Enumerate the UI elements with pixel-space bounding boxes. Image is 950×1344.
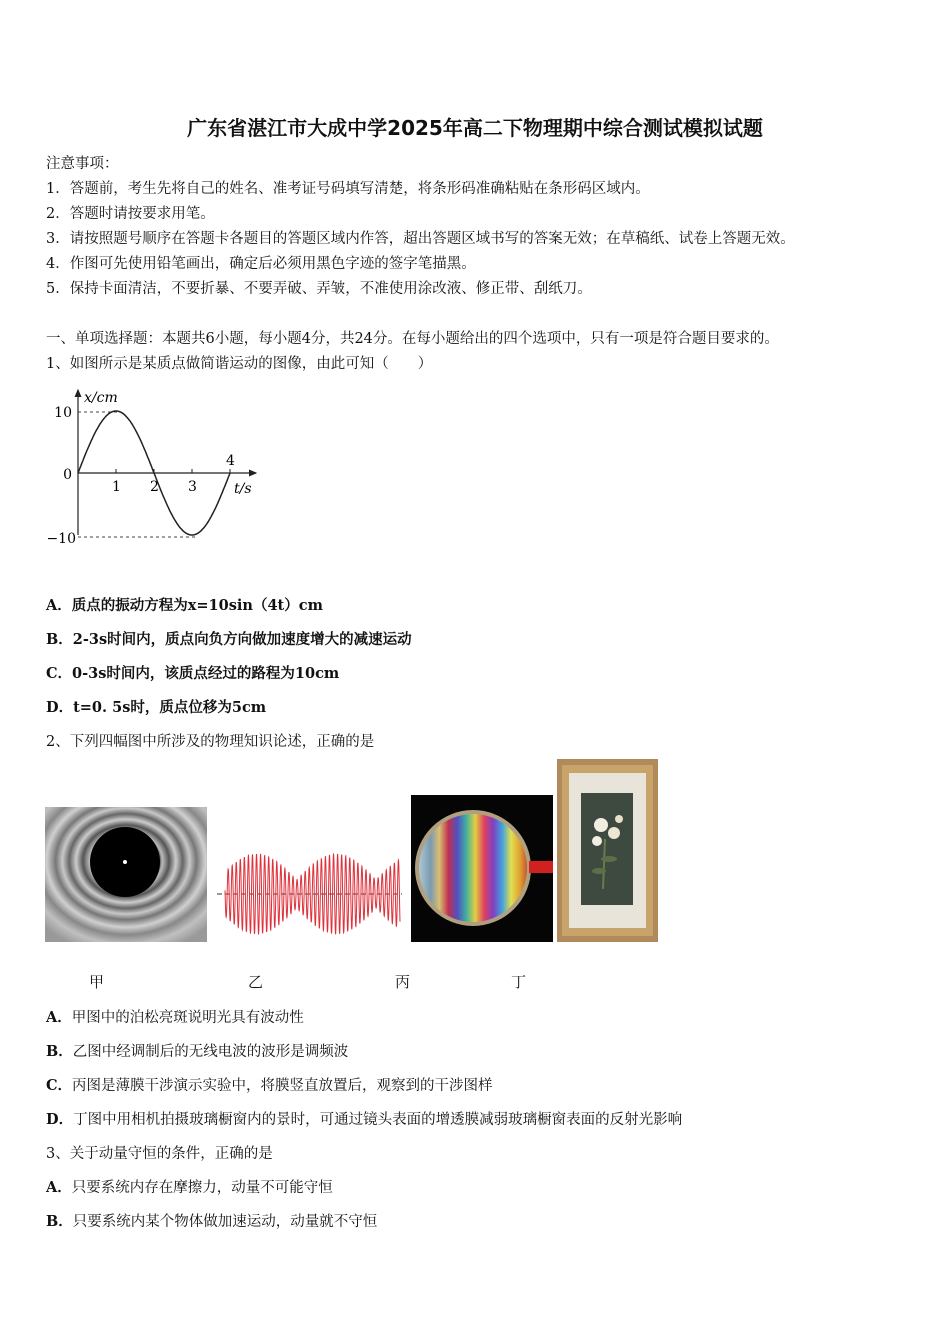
notice-item-2: 2．答题时请按要求用笔。 bbox=[46, 206, 215, 222]
notice-item-5: 5．保持卡面清洁，不要折暴、不要弄破、弄皱，不准使用涂改液、修正带、刮纸刀。 bbox=[46, 281, 592, 297]
q3-stem: 3、关于动量守恒的条件，正确的是 bbox=[46, 1146, 273, 1162]
shm-graph bbox=[44, 385, 264, 550]
section-heading: 一、单项选择题：本题共6小题，每小题4分，共24分。在每小题给出的四个选项中，只有一项是符合题目要求的。 bbox=[46, 331, 779, 347]
y-tick-neg10: −10 bbox=[46, 531, 76, 547]
q2-stem: 2、下列四幅图中所涉及的物理知识论述，正确的是 bbox=[46, 734, 375, 750]
caption-yi: 乙 bbox=[248, 973, 264, 991]
framed-painting-image bbox=[557, 759, 658, 942]
y-tick-10: 10 bbox=[54, 405, 72, 421]
q2-option-d: D．丁图中用相机拍摄玻璃橱窗内的景时，可通过镜头表面的增透膜减弱玻璃橱窗表面的反射光影响 bbox=[46, 1111, 683, 1128]
q3-option-b: B．只要系统内某个物体做加速运动，动量就不守恒 bbox=[46, 1213, 378, 1230]
q3-option-a: A．只要系统内存在摩擦力，动量不可能守恒 bbox=[46, 1179, 333, 1196]
caption-jia: 甲 bbox=[89, 973, 105, 991]
notice-item-4: 4．作图可先使用铅笔画出，确定后必须用黑色字迹的签字笔描黑。 bbox=[46, 256, 476, 272]
q2-option-c: C．丙图是薄膜干涉演示实验中，将膜竖直放置后，观察到的干涉图样 bbox=[46, 1077, 493, 1094]
caption-ding: 丁 bbox=[511, 973, 527, 991]
x-tick-label: 2 bbox=[150, 479, 159, 495]
q2-option-a: A．甲图中的泊松亮斑说明光具有波动性 bbox=[46, 1009, 304, 1026]
y-axis-label: x/cm bbox=[84, 390, 118, 406]
q1-option-d: D．t=0. 5s时，质点位移为5cm bbox=[46, 699, 267, 716]
x-tick-label: 3 bbox=[188, 479, 197, 495]
q1-stem: 1、如图所示是某质点做简谐运动的图像，由此可知（ ） bbox=[46, 356, 433, 372]
q2-option-b: B．乙图中经调制后的无线电波的波形是调频波 bbox=[46, 1043, 349, 1060]
notice-item-1: 1．答题前，考生先将自己的姓名、准考证号码填写清楚，将条形码准确粘贴在条形码区域内。 bbox=[46, 181, 650, 197]
x-tick-label: 4 bbox=[226, 453, 235, 469]
x-tick-label: 1 bbox=[112, 479, 121, 495]
page-title: 广东省湛江市大成中学2025年高二下物理期中综合测试模拟试题 bbox=[187, 116, 763, 140]
y-tick-0: 0 bbox=[63, 467, 72, 483]
notice-item-3: 3．请按照题号顺序在答题卡各题目的答题区域内作答，超出答题区域书写的答案无效；在草稿纸、试卷上答题无效。 bbox=[46, 231, 795, 247]
poisson-spot-image bbox=[45, 807, 207, 942]
q1-option-a: A．质点的振动方程为x=10sin（4t）cm bbox=[46, 597, 323, 614]
thin-film-image bbox=[411, 795, 553, 942]
q1-option-b: B．2-3s时间内，质点向负方向做加速度增大的减速运动 bbox=[46, 631, 412, 648]
x-axis-label: t/s bbox=[234, 481, 252, 497]
caption-bing: 丙 bbox=[395, 973, 411, 991]
modulated-wave-image bbox=[217, 850, 402, 938]
q1-option-c: C．0-3s时间内，该质点经过的路程为10cm bbox=[46, 665, 340, 682]
notice-heading: 注意事项： bbox=[46, 156, 119, 172]
